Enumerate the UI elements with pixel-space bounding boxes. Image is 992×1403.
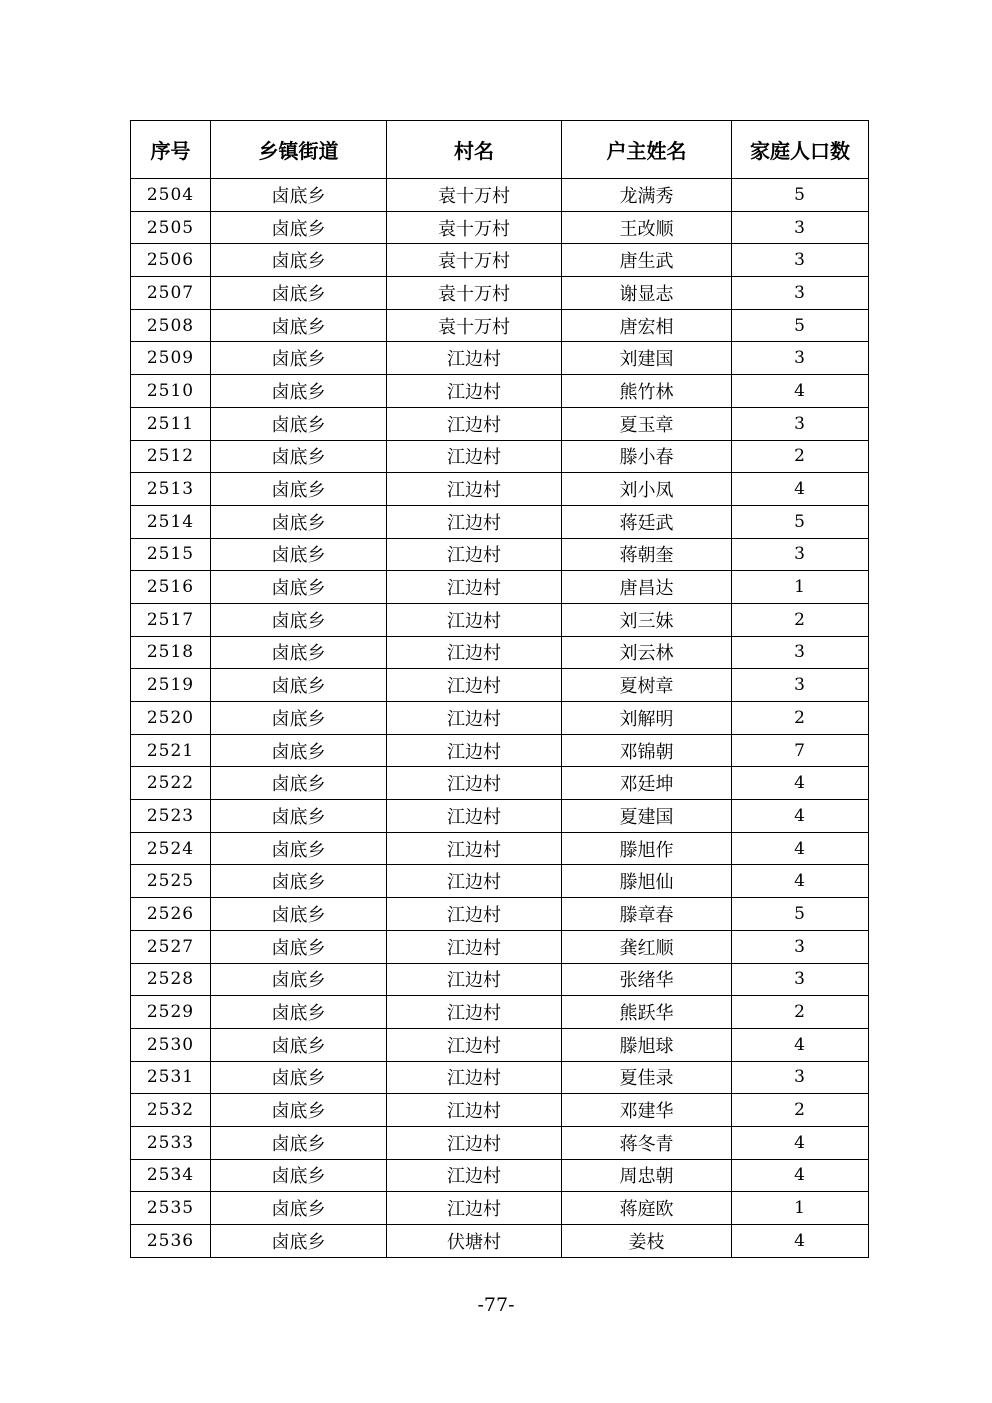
township-cell: 卤底乡 bbox=[211, 440, 387, 473]
col-township-header: 乡镇街道 bbox=[211, 121, 387, 179]
householder-name-cell: 滕旭仙 bbox=[562, 865, 732, 898]
serial-number-cell: 2510 bbox=[131, 375, 211, 408]
family-size-cell: 5 bbox=[732, 179, 869, 212]
serial-number-cell: 2512 bbox=[131, 440, 211, 473]
col-village-header: 村名 bbox=[387, 121, 562, 179]
table-row bbox=[131, 538, 869, 571]
village-cell: 江边村 bbox=[387, 1094, 562, 1127]
township-cell: 卤底乡 bbox=[211, 669, 387, 702]
householder-name-cell: 夏建国 bbox=[562, 800, 732, 833]
village-cell: 江边村 bbox=[387, 505, 562, 538]
family-size-cell: 3 bbox=[732, 277, 869, 310]
serial-number-cell: 2536 bbox=[131, 1225, 211, 1258]
township-cell: 卤底乡 bbox=[211, 375, 387, 408]
village-cell: 江边村 bbox=[387, 930, 562, 963]
householder-name-cell: 唐生武 bbox=[562, 244, 732, 277]
family-size-cell: 2 bbox=[732, 1094, 869, 1127]
village-cell: 江边村 bbox=[387, 865, 562, 898]
serial-number-cell: 2508 bbox=[131, 309, 211, 342]
serial-number-cell: 2530 bbox=[131, 1028, 211, 1061]
serial-number-cell: 2506 bbox=[131, 244, 211, 277]
family-size-cell: 3 bbox=[732, 538, 869, 571]
family-size-cell: 4 bbox=[732, 1028, 869, 1061]
family-size-cell: 2 bbox=[732, 996, 869, 1029]
family-size-cell: 4 bbox=[732, 865, 869, 898]
serial-number-cell: 2520 bbox=[131, 702, 211, 735]
householder-name-cell: 蒋庭欧 bbox=[562, 1192, 732, 1225]
serial-number-cell: 2509 bbox=[131, 342, 211, 375]
table-header bbox=[131, 121, 869, 179]
householder-name-cell: 刘三妹 bbox=[562, 603, 732, 636]
family-size-cell: 3 bbox=[732, 211, 869, 244]
householder-name-cell: 夏玉章 bbox=[562, 407, 732, 440]
village-cell: 江边村 bbox=[387, 1192, 562, 1225]
serial-number-cell: 2525 bbox=[131, 865, 211, 898]
householder-name-cell: 姜枝 bbox=[562, 1225, 732, 1258]
township-cell: 卤底乡 bbox=[211, 1028, 387, 1061]
village-cell: 袁十万村 bbox=[387, 179, 562, 212]
serial-number-cell: 2532 bbox=[131, 1094, 211, 1127]
householder-name-cell: 邓廷坤 bbox=[562, 767, 732, 800]
village-cell: 江边村 bbox=[387, 375, 562, 408]
village-cell: 江边村 bbox=[387, 1126, 562, 1159]
serial-number-cell: 2526 bbox=[131, 898, 211, 931]
township-cell: 卤底乡 bbox=[211, 244, 387, 277]
family-size-cell: 4 bbox=[732, 1225, 869, 1258]
family-size-cell: 3 bbox=[732, 669, 869, 702]
serial-number-cell: 2511 bbox=[131, 407, 211, 440]
table-row bbox=[131, 865, 869, 898]
householder-name-cell: 龙满秀 bbox=[562, 179, 732, 212]
township-cell: 卤底乡 bbox=[211, 930, 387, 963]
family-size-cell: 5 bbox=[732, 898, 869, 931]
township-cell: 卤底乡 bbox=[211, 996, 387, 1029]
serial-number-cell: 2522 bbox=[131, 767, 211, 800]
village-cell: 江边村 bbox=[387, 767, 562, 800]
serial-number-cell: 2534 bbox=[131, 1159, 211, 1192]
householder-name-cell: 蒋朝奎 bbox=[562, 538, 732, 571]
township-cell: 卤底乡 bbox=[211, 473, 387, 506]
serial-number-cell: 2514 bbox=[131, 505, 211, 538]
township-cell: 卤底乡 bbox=[211, 832, 387, 865]
table-row bbox=[131, 179, 869, 212]
township-cell: 卤底乡 bbox=[211, 179, 387, 212]
table-row bbox=[131, 1094, 869, 1127]
household-table bbox=[130, 120, 869, 1258]
table-row bbox=[131, 1159, 869, 1192]
table-row bbox=[131, 375, 869, 408]
col-family-size-header: 家庭人口数 bbox=[732, 121, 869, 179]
family-size-cell: 3 bbox=[732, 1061, 869, 1094]
serial-number-cell: 2533 bbox=[131, 1126, 211, 1159]
family-size-cell: 4 bbox=[732, 1159, 869, 1192]
householder-name-cell: 夏佳录 bbox=[562, 1061, 732, 1094]
family-size-cell: 7 bbox=[732, 734, 869, 767]
table-row bbox=[131, 1028, 869, 1061]
table-row bbox=[131, 702, 869, 735]
table-row bbox=[131, 800, 869, 833]
householder-name-cell: 刘解明 bbox=[562, 702, 732, 735]
table-row bbox=[131, 963, 869, 996]
family-size-cell: 3 bbox=[732, 930, 869, 963]
table-row bbox=[131, 603, 869, 636]
serial-number-cell: 2513 bbox=[131, 473, 211, 506]
table-row bbox=[131, 211, 869, 244]
township-cell: 卤底乡 bbox=[211, 767, 387, 800]
table-row bbox=[131, 407, 869, 440]
village-cell: 江边村 bbox=[387, 473, 562, 506]
serial-number-cell: 2516 bbox=[131, 571, 211, 604]
col-householder-header: 户主姓名 bbox=[562, 121, 732, 179]
village-cell: 江边村 bbox=[387, 1061, 562, 1094]
village-cell: 江边村 bbox=[387, 669, 562, 702]
serial-number-cell: 2531 bbox=[131, 1061, 211, 1094]
township-cell: 卤底乡 bbox=[211, 277, 387, 310]
village-cell: 伏塘村 bbox=[387, 1225, 562, 1258]
table-row bbox=[131, 832, 869, 865]
family-size-cell: 4 bbox=[732, 375, 869, 408]
township-cell: 卤底乡 bbox=[211, 734, 387, 767]
table-row bbox=[131, 930, 869, 963]
township-cell: 卤底乡 bbox=[211, 1159, 387, 1192]
table-row bbox=[131, 1061, 869, 1094]
serial-number-cell: 2529 bbox=[131, 996, 211, 1029]
table-row bbox=[131, 277, 869, 310]
family-size-cell: 4 bbox=[732, 473, 869, 506]
township-cell: 卤底乡 bbox=[211, 1126, 387, 1159]
village-cell: 江边村 bbox=[387, 800, 562, 833]
township-cell: 卤底乡 bbox=[211, 505, 387, 538]
township-cell: 卤底乡 bbox=[211, 963, 387, 996]
serial-number-cell: 2504 bbox=[131, 179, 211, 212]
table-row bbox=[131, 1225, 869, 1258]
family-size-cell: 4 bbox=[732, 1126, 869, 1159]
family-size-cell: 3 bbox=[732, 963, 869, 996]
householder-name-cell: 谢显志 bbox=[562, 277, 732, 310]
table-row bbox=[131, 309, 869, 342]
township-cell: 卤底乡 bbox=[211, 342, 387, 375]
householder-name-cell: 蒋廷武 bbox=[562, 505, 732, 538]
township-cell: 卤底乡 bbox=[211, 309, 387, 342]
table-row bbox=[131, 767, 869, 800]
village-cell: 江边村 bbox=[387, 832, 562, 865]
family-size-cell: 3 bbox=[732, 407, 869, 440]
township-cell: 卤底乡 bbox=[211, 800, 387, 833]
householder-name-cell: 唐宏相 bbox=[562, 309, 732, 342]
family-size-cell: 2 bbox=[732, 440, 869, 473]
township-cell: 卤底乡 bbox=[211, 1094, 387, 1127]
village-cell: 江边村 bbox=[387, 734, 562, 767]
table-row bbox=[131, 1192, 869, 1225]
table-row bbox=[131, 571, 869, 604]
serial-number-cell: 2528 bbox=[131, 963, 211, 996]
family-size-cell: 1 bbox=[732, 1192, 869, 1225]
serial-number-cell: 2517 bbox=[131, 603, 211, 636]
family-size-cell: 3 bbox=[732, 244, 869, 277]
serial-number-cell: 2521 bbox=[131, 734, 211, 767]
township-cell: 卤底乡 bbox=[211, 898, 387, 931]
township-cell: 卤底乡 bbox=[211, 538, 387, 571]
family-size-cell: 3 bbox=[732, 342, 869, 375]
householder-name-cell: 熊竹林 bbox=[562, 375, 732, 408]
family-size-cell: 2 bbox=[732, 603, 869, 636]
householder-name-cell: 熊跃华 bbox=[562, 996, 732, 1029]
householder-name-cell: 刘云林 bbox=[562, 636, 732, 669]
township-cell: 卤底乡 bbox=[211, 603, 387, 636]
serial-number-cell: 2527 bbox=[131, 930, 211, 963]
village-cell: 袁十万村 bbox=[387, 244, 562, 277]
householder-name-cell: 周忠朝 bbox=[562, 1159, 732, 1192]
serial-number-cell: 2519 bbox=[131, 669, 211, 702]
householder-name-cell: 邓建华 bbox=[562, 1094, 732, 1127]
village-cell: 江边村 bbox=[387, 702, 562, 735]
township-cell: 卤底乡 bbox=[211, 702, 387, 735]
table-row bbox=[131, 996, 869, 1029]
family-size-cell: 5 bbox=[732, 309, 869, 342]
householder-name-cell: 张绪华 bbox=[562, 963, 732, 996]
township-cell: 卤底乡 bbox=[211, 1192, 387, 1225]
township-cell: 卤底乡 bbox=[211, 1061, 387, 1094]
village-cell: 江边村 bbox=[387, 407, 562, 440]
serial-number-cell: 2535 bbox=[131, 1192, 211, 1225]
table-row bbox=[131, 440, 869, 473]
page-number: -77- bbox=[477, 1294, 515, 1316]
family-size-cell: 4 bbox=[732, 767, 869, 800]
householder-name-cell: 刘小凤 bbox=[562, 473, 732, 506]
serial-number-cell: 2505 bbox=[131, 211, 211, 244]
householder-name-cell: 滕章春 bbox=[562, 898, 732, 931]
serial-number-cell: 2523 bbox=[131, 800, 211, 833]
village-cell: 江边村 bbox=[387, 636, 562, 669]
table-row bbox=[131, 898, 869, 931]
village-cell: 江边村 bbox=[387, 898, 562, 931]
householder-name-cell: 刘建国 bbox=[562, 342, 732, 375]
township-cell: 卤底乡 bbox=[211, 636, 387, 669]
family-size-cell: 5 bbox=[732, 505, 869, 538]
serial-number-cell: 2507 bbox=[131, 277, 211, 310]
householder-name-cell: 龚红顺 bbox=[562, 930, 732, 963]
table-row bbox=[131, 342, 869, 375]
table-row bbox=[131, 636, 869, 669]
householder-name-cell: 滕旭球 bbox=[562, 1028, 732, 1061]
family-size-cell: 2 bbox=[732, 702, 869, 735]
table-row bbox=[131, 505, 869, 538]
householder-name-cell: 邓锦朝 bbox=[562, 734, 732, 767]
village-cell: 江边村 bbox=[387, 342, 562, 375]
village-cell: 江边村 bbox=[387, 1028, 562, 1061]
family-size-cell: 3 bbox=[732, 636, 869, 669]
serial-number-cell: 2524 bbox=[131, 832, 211, 865]
table-row bbox=[131, 1126, 869, 1159]
village-cell: 江边村 bbox=[387, 996, 562, 1029]
village-cell: 江边村 bbox=[387, 538, 562, 571]
table-row bbox=[131, 244, 869, 277]
township-cell: 卤底乡 bbox=[211, 407, 387, 440]
householder-name-cell: 夏树章 bbox=[562, 669, 732, 702]
householder-name-cell: 滕旭作 bbox=[562, 832, 732, 865]
householder-name-cell: 蒋冬青 bbox=[562, 1126, 732, 1159]
col-serial-header: 序号 bbox=[131, 121, 211, 179]
township-cell: 卤底乡 bbox=[211, 865, 387, 898]
family-size-cell: 4 bbox=[732, 832, 869, 865]
village-cell: 江边村 bbox=[387, 1159, 562, 1192]
table-row bbox=[131, 473, 869, 506]
table-row bbox=[131, 669, 869, 702]
village-cell: 江边村 bbox=[387, 571, 562, 604]
householder-name-cell: 唐昌达 bbox=[562, 571, 732, 604]
table-row bbox=[131, 734, 869, 767]
header-row bbox=[131, 121, 869, 179]
village-cell: 江边村 bbox=[387, 963, 562, 996]
township-cell: 卤底乡 bbox=[211, 1225, 387, 1258]
householder-name-cell: 滕小春 bbox=[562, 440, 732, 473]
village-cell: 江边村 bbox=[387, 603, 562, 636]
village-cell: 袁十万村 bbox=[387, 211, 562, 244]
township-cell: 卤底乡 bbox=[211, 571, 387, 604]
family-size-cell: 4 bbox=[732, 800, 869, 833]
family-size-cell: 1 bbox=[732, 571, 869, 604]
village-cell: 江边村 bbox=[387, 440, 562, 473]
village-cell: 袁十万村 bbox=[387, 277, 562, 310]
village-cell: 袁十万村 bbox=[387, 309, 562, 342]
serial-number-cell: 2515 bbox=[131, 538, 211, 571]
township-cell: 卤底乡 bbox=[211, 211, 387, 244]
table-body bbox=[131, 179, 869, 1258]
serial-number-cell: 2518 bbox=[131, 636, 211, 669]
householder-name-cell: 王改顺 bbox=[562, 211, 732, 244]
